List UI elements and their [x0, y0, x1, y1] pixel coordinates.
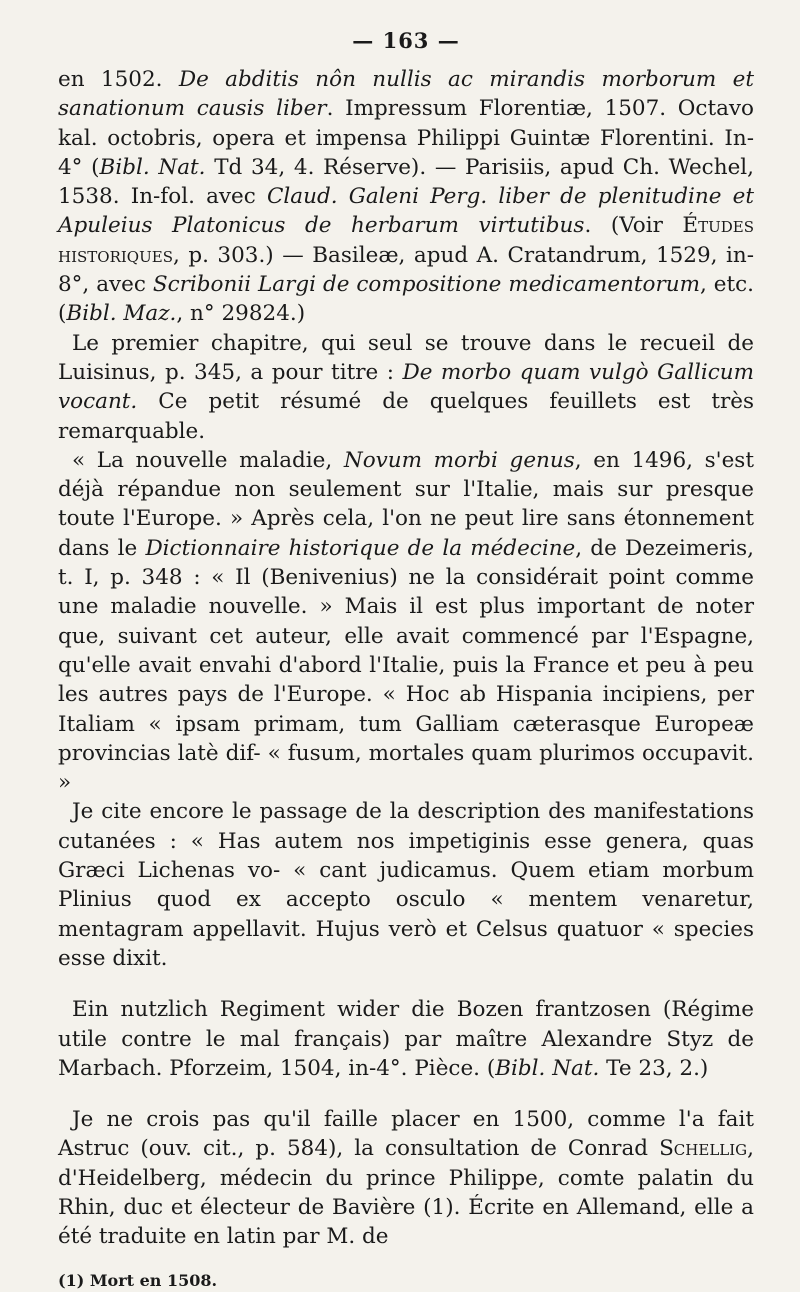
text-run: en 1502. [58, 67, 179, 92]
text-run: , etc. ( [58, 272, 754, 327]
text-run: Td 34, 4. Réserve). — Parisiis, apud Ch. Wechel, 1538. In-fol. avec [58, 154, 755, 210]
text-run: Je cite encore le passage de la description des manifestations cutanées : « Has autem nos impetiginis esse genera, quas Græci Lichenas vo- « cant judicamus. Quem etiam morbum Plinius quod ex accepto osculo « mentem venaretur, mentagram appellavit. Hujus verò et Celsus quatuor « species esse dixit. [58, 799, 754, 971]
text-run: , d'Heidelberg, médecin du prince Philippe, comte palatin du Rhin, duc et électeur de Bavière (1). Écrite en Allemand, elle a été traduite en latin par M. de [58, 1136, 754, 1250]
text-run: Le premier chapitre, qui seul se trouve dans le recueil de Luisinus, p. 345, a pour titre : [58, 330, 754, 385]
text-run: De morbo quam vulgò Gallicum vocant. [58, 359, 754, 415]
text-run: , p. 303.) — Basileæ, apud A. Cratandrum, 1529, in-8°, avec [58, 242, 754, 298]
paragraph-p4 [58, 797, 754, 973]
paragraph-p1 [58, 65, 754, 329]
body-text [58, 65, 754, 1252]
text-run: Te 23, 2.) [599, 1055, 709, 1081]
text-run: De abditis nôn nullis ac mirandis morborum et sanationum causis liber [58, 67, 754, 122]
text-run: Études historiques [58, 213, 754, 268]
text-run: Bibl. Maz. [66, 301, 177, 327]
text-run: Bibl. Nat. [99, 154, 206, 180]
paragraph-p3 [58, 446, 754, 798]
page-number: — 163 — [352, 28, 460, 53]
text-run: Je ne crois pas qu'il faille placer en 1500, comme l'a fait Astruc (ouv. cit., p. 584), la consultation de Conrad [58, 1107, 754, 1162]
text-run: Novum morbi genus [343, 447, 575, 473]
paragraph-p6 [58, 1105, 754, 1251]
text-run: Dictionnaire historique de la médecine [145, 535, 576, 561]
text-run: , de Dezeimeris, t. I, p. 348 : « Il (Benivenius) ne la considérait point comme une maladie nouvelle. » Mais il est plus important de noter que, suivant cet auteur, elle avait commencé par l'Espagne, qu'elle avait envahi d'abord l'Italie, puis la France et peu à peu les autres pays de l'Europe. « Hoc ab Hispania incipiens, per Italiam « ipsam primam, tum Galliam cæterasque Europeæ provincias latè dif- « fusum, mortales quam plurimos occupavit. » [58, 535, 754, 796]
paragraph-gap [58, 973, 754, 995]
paragraph-p5 [58, 995, 754, 1083]
text-run: Scribonii Largi de compositione medicamentorum [152, 272, 700, 298]
paragraph-gap [58, 1083, 754, 1105]
text-run: Claud. Galeni Perg. liber de plenitudine et Apuleius Platonicus de herbarum virtutibus [58, 184, 754, 239]
text-run: , en 1496, s'est déjà répandue non seulement sur l'Italie, mais sur presque toute l'Europe. » Après cela, l'on ne peut lire sans étonnement dans le [58, 447, 754, 561]
text-run: , n° 29824.) [176, 301, 306, 327]
text-run: Ein nutzlich Regiment wider die Bozen frantzosen (Régime utile contre le mal français) par maître Alexandre Styz de Marbach. Pforzeim, 1504, in-4°. Pièce. ( [58, 997, 754, 1081]
footnote: (1) Mort en 1508. [58, 1270, 218, 1290]
text-run: . Impressum Florentiæ, 1507. Octavo kal. octobris, opera et impensa Philippi Guintæ Florentini. In-4° ( [58, 96, 754, 180]
text-run: Ce petit résumé de quelques feuillets est très remarquable. [58, 389, 754, 444]
text-run: . (Voir [584, 213, 683, 239]
text-run: Schellig [659, 1136, 748, 1162]
text-run: « La nouvelle maladie, [72, 447, 344, 473]
paragraph-p2 [58, 329, 754, 446]
text-run: Bibl. Nat. [495, 1055, 600, 1081]
